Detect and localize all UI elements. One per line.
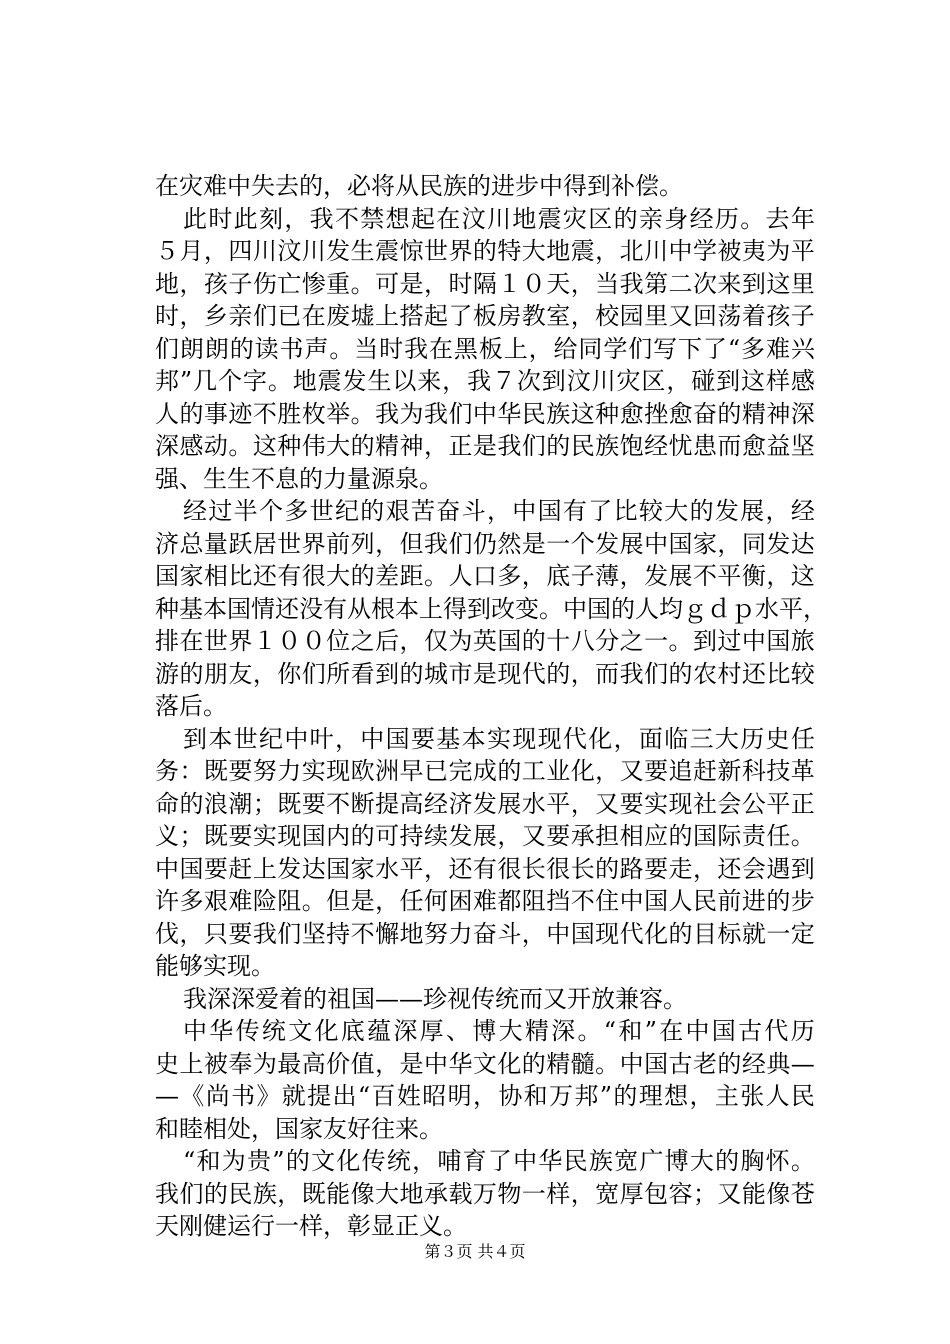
text-line: 深 感 动 。 这 种 伟 大 的 精 神 ， 正 是 我 们 的 民 族 饱 经 忧 患 而 愈 益 坚 (155, 432, 815, 460)
text-line: 济 总 量 跃 居 世 界 前 列 ， 但 我 们 仍 然 是 一 个 发 展 中 国 家 ， 同 发 达 (155, 529, 815, 558)
text-line: 种 基 本 国 情 还 没 有 从 根 本 上 得 到 改 变 。 中 国 的 人 均 ｇ ｄ ｐ 水 平 ， (155, 594, 827, 623)
text-line: 史 上 被 奉 为 最 高 价 值 ， 是 中 华 文 化 的 精 髓 。 中 国 古 老 的 经 典 — (155, 1049, 815, 1078)
text-line: 义 ； 既 要 实 现 国 内 的 可 持 续 发 展 ， 又 要 承 担 相 应 的 国 际 责 任 。 (155, 822, 815, 850)
text-line: 中 华 传 统 文 化 底 蕴 深 厚 、 博 大 精 深 。 “ 和 ” 在 中 国 古 代 历 (183, 1017, 815, 1045)
text-line: 许 多 艰 难 险 阻 。 但 是 ， 任 何 困 难 都 阻 挡 不 住 中 国 人 民 前 进 的 步 (155, 887, 815, 915)
text-line: 落后。 (155, 692, 227, 720)
text-line: 地 ， 孩 子 伤 亡 惨 重 。 可 是 ， 时 隔 １ ０ 天 ， 当 我 第 二 次 来 到 这 里 (155, 269, 815, 298)
text-line: 时 ， 乡 亲 们 已 在 废 墟 上 搭 起 了 板 房 教 室 ， 校 园 里 又 回 荡 着 孩 子 (155, 302, 815, 330)
text-line: 能够实现。 (155, 952, 275, 980)
text-line: 邦 ” 几 个 字 。 地 震 发 生 以 来 ， 我 ７ 次 到 汶 川 灾 区 ， 碰 到 这 样 感 (155, 367, 815, 395)
text-line: 国 家 相 比 还 有 很 大 的 差 距 。 人 口 多 ， 底 子 薄 ， 发 展 不 平 衡 ， 这 (155, 562, 815, 590)
text-line: 我 们 的 民 族 ， 既 能 像 大 地 承 载 万 物 一 样 ， 宽 厚 包 容 ； 又 能 像 苍 (155, 1179, 815, 1208)
document-body (155, 170, 827, 1243)
page-footer: 第３页 共４页 (424, 1242, 526, 1261)
text-line: 游 的 朋 友 ， 你 们 所 看 到 的 城 市 是 现 代 的 ， 而 我 们 的 农 村 还 比 较 (155, 659, 815, 688)
text-line: 和睦相处，国家友好往来。 (155, 1114, 443, 1143)
text-line: 排 在 世 界 １ ０ ０ 位 之 后 ， 仅 为 英 国 的 十 八 分 之 一 。 到 过 中 国 旅 (155, 627, 815, 655)
text-line: “ 和 为 贵 ” 的 文 化 传 统 ， 哺 育 了 中 华 民 族 宽 广 博 大 的 胸 怀 。 (183, 1147, 815, 1175)
text-line: — 《 尚 书 》 就 提 出 “ 百 姓 昭 明 ， 协 和 万 邦 ” 的 理 想 ， 主 张 人 民 (155, 1082, 815, 1110)
text-line: 到 本 世 纪 中 叶 ， 中 国 要 基 本 实 现 现 代 化 ， 面 临 三 大 历 史 任 (183, 724, 815, 753)
text-line: 经 过 半 个 多 世 纪 的 艰 苦 奋 斗 ， 中 国 有 了 比 较 大 的 发 展 ， 经 (183, 497, 815, 525)
text-line: 们 朗 朗 的 读 书 声 。 当 时 我 在 黑 板 上 ， 给 同 学 们 写 下 了 “ 多 难 兴 (155, 334, 815, 363)
text-line: 伐 ， 只 要 我 们 坚 持 不 懈 地 努 力 奋 斗 ， 中 国 现 代 化 的 目 标 就 一 定 (155, 919, 815, 948)
text-line: 人 的 事 迹 不 胜 枚 举 。 我 为 我 们 中 华 民 族 这 种 愈 挫 愈 奋 的 精 神 深 (155, 399, 815, 428)
text-line: 此 时 此 刻 ， 我 不 禁 想 起 在 汶 川 地 震 灾 区 的 亲 身 经 历 。 去 年 (183, 204, 815, 233)
text-line: 命 的 浪 潮 ； 既 要 不 断 提 高 经 济 发 展 水 平 ， 又 要 实 现 社 会 公 平 正 (155, 789, 815, 818)
text-line: 天刚健运行一样，彰显正义。 (155, 1212, 467, 1240)
text-line: ５ 月 ， 四 川 汶 川 发 生 震 惊 世 界 的 特 大 地 震 ， 北 川 中 学 被 夷 为 平 (155, 237, 815, 265)
text-line: 强、生生不息的力量源泉。 (155, 464, 443, 493)
text-line: 务 ： 既 要 努 力 实 现 欧 洲 早 已 完 成 的 工 业 化 ， 又 要 追 赶 新 科 技 革 (155, 757, 815, 785)
text-line: 在灾难中失去的，必将从民族的进步中得到补偿。 (155, 172, 683, 200)
text-line: 中 国 要 赶 上 发 达 国 家 水 平 ， 还 有 很 长 很 长 的 路 要 走 ， 还 会 遇 到 (155, 854, 815, 883)
text-line: 我深深爱着的祖国——珍视传统而又开放兼容。 (183, 984, 687, 1013)
